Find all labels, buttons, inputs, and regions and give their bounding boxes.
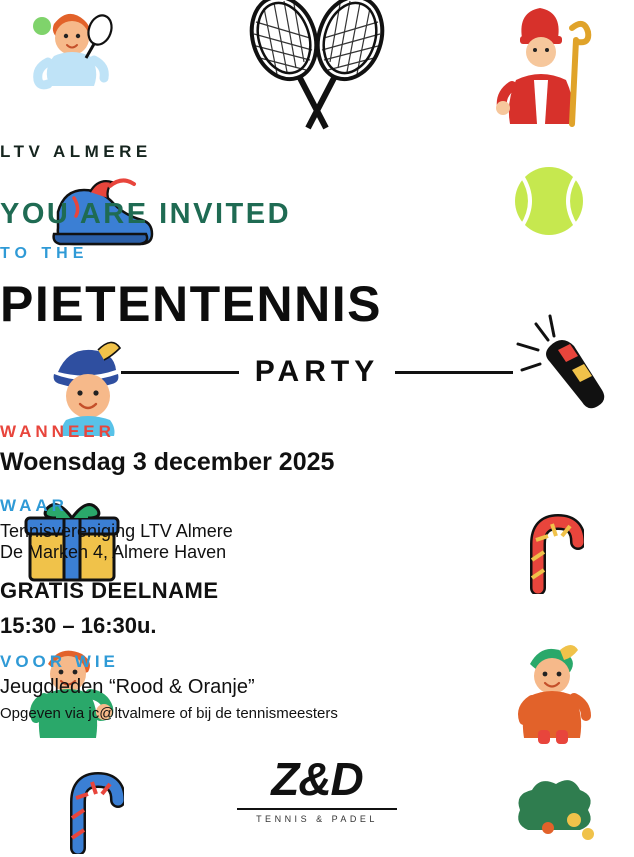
club-name: LTV ALMERE — [0, 142, 152, 161]
where-value-line2: De Marken 4, Almere Haven — [0, 542, 227, 562]
divider-left — [121, 371, 239, 374]
when-label: WANNEER — [0, 422, 115, 441]
divider-right — [395, 371, 513, 374]
party-row — [0, 355, 634, 389]
signup-instructions: Opgeven via jc@ltvalmere of bij de tennismeesters — [0, 705, 338, 722]
invitation-headline: YOU ARE INVITED — [0, 198, 292, 230]
time-value: 15:30 – 16:30u. — [0, 613, 157, 638]
when-value: Woensdag 3 december 2025 — [0, 448, 335, 476]
sponsor-logo-mark: Z&D — [271, 753, 363, 805]
page-title: PIETENTENNIS — [0, 276, 382, 332]
party-word: PARTY — [254, 355, 380, 388]
sponsor-logo-divider — [237, 808, 397, 810]
to-the-label: TO THE — [0, 245, 89, 262]
who-value: Jeugdleden “Rood & Oranje” — [0, 676, 255, 698]
sponsor-logo-subtitle: TENNIS & PADEL — [256, 814, 378, 824]
sinterklaas-icon — [486, 2, 596, 127]
candy-cane-bottom-icon — [54, 764, 124, 854]
where-value-line1: Tennisvereniging LTV Almere — [0, 521, 233, 541]
free-participation-label: GRATIS DEELNAME — [0, 578, 219, 603]
tennis-rackets-crossed-icon — [222, 0, 412, 134]
where-label: WAAR — [0, 496, 68, 515]
who-label: VOOR WIE — [0, 652, 119, 671]
bush-icon — [508, 770, 604, 850]
piet-boy-icon — [24, 4, 118, 100]
sponsor-logo — [222, 753, 412, 824]
